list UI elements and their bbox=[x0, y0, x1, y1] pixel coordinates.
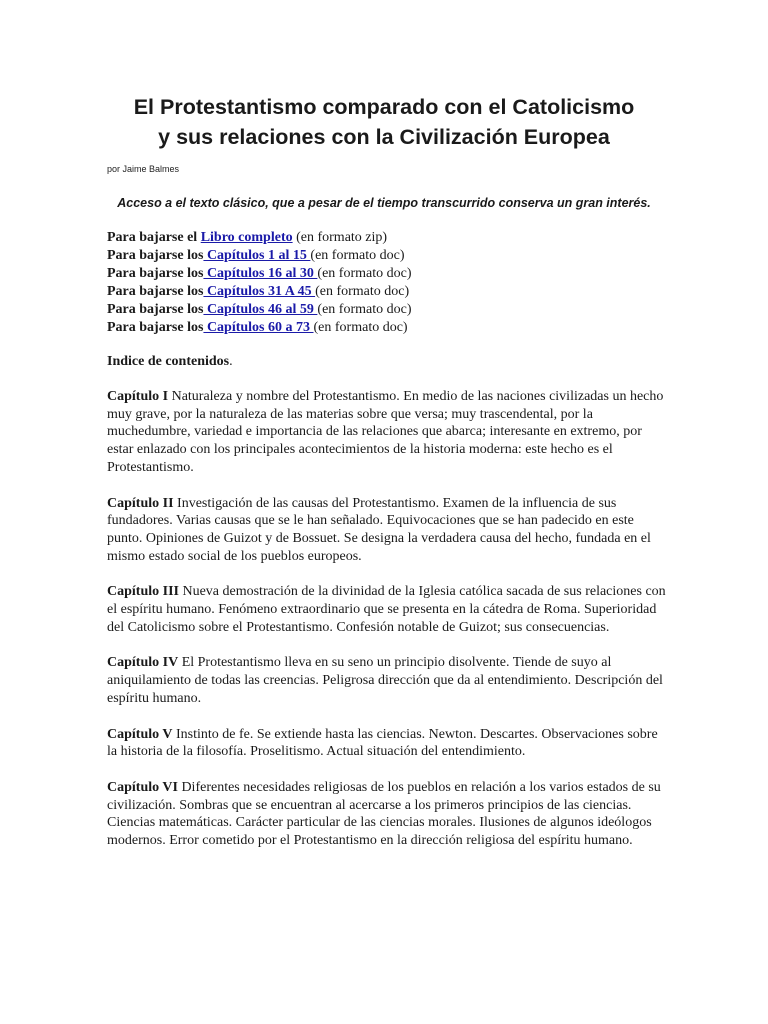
chapter-title: Capítulo VI bbox=[107, 779, 178, 795]
download-item bbox=[107, 283, 411, 301]
download-link-libro-completo[interactable]: Libro completo bbox=[200, 230, 293, 245]
download-item bbox=[107, 265, 411, 283]
index-heading bbox=[107, 354, 233, 370]
download-format: (en formato doc) bbox=[315, 284, 410, 299]
chapter-entry bbox=[107, 726, 667, 761]
download-item bbox=[107, 229, 411, 247]
download-link-capitulos-1-15[interactable]: Capítulos 1 al 15 bbox=[203, 248, 311, 263]
download-prefix: Para bajarse los bbox=[107, 284, 204, 299]
download-format: (en formato doc) bbox=[313, 320, 408, 335]
chapter-entry bbox=[107, 388, 667, 477]
author-line: por Jaime Balmes bbox=[107, 164, 180, 174]
download-link-capitulos-31-45[interactable]: Capítulos 31 A 45 bbox=[203, 284, 316, 299]
chapter-entry bbox=[107, 779, 667, 850]
download-prefix: Para bajarse el bbox=[107, 230, 201, 245]
chapter-summary: Investigación de las causas del Protestantismo. Examen de la influencia de sus fundadores. Varias causas que se le han señalado. Equivocaciones que se han padecido en este punto. Opiniones de Guizot y de Bossuet. Se designa la verdadera causa del hecho, fundada en el mismo estado social de los pueblos europeos. bbox=[107, 495, 651, 564]
chapter-title: Capítulo V bbox=[107, 726, 173, 742]
download-list bbox=[107, 229, 411, 337]
chapter-summary: Instinto de fe. Se extiende hasta las ciencias. Newton. Descartes. Observaciones sobre la historia de la filosofía. Proselitismo. Actual situación del entendimiento. bbox=[107, 726, 658, 760]
index-heading-punct: . bbox=[229, 354, 233, 369]
index-heading-text: Indice de contenidos bbox=[107, 354, 230, 369]
chapter-title: Capítulo II bbox=[107, 495, 174, 511]
chapter-summary: Diferentes necesidades religiosas de los pueblos en relación a los varios estados de su civilización. Sombras que se encuentran al acercarse a los primeros principios de las ciencias. Ciencias matemáticas. Carácter particular de las ciencias morales. Ilusiones de algunos ideólogos modernos. Error cometido por el Protestantismo en la dirección religiosa del espíritu humano. bbox=[107, 779, 661, 849]
download-format: (en formato zip) bbox=[292, 230, 388, 245]
download-item bbox=[107, 319, 411, 337]
download-link-capitulos-16-30[interactable]: Capítulos 16 al 30 bbox=[203, 266, 318, 281]
download-format: (en formato doc) bbox=[317, 266, 412, 281]
download-item bbox=[107, 301, 411, 319]
download-item bbox=[107, 247, 411, 265]
chapter-summary: Naturaleza y nombre del Protestantismo. En medio de las naciones civilizadas un hecho muy grave, por la naturaleza de las materias sobre que versa; muy trascendental, por la muchedumbre, variedad e importancia de las relaciones que abarca; interesante en extremo, por estar enlazado con los principales acontecimientos de la historia moderna: este hecho es el Protestantismo. bbox=[107, 389, 664, 475]
download-link-capitulos-46-59[interactable]: Capítulos 46 al 59 bbox=[203, 302, 318, 317]
document-title bbox=[0, 92, 768, 152]
download-link-capitulos-60-73[interactable]: Capítulos 60 a 73 bbox=[203, 320, 314, 335]
chapter-entry bbox=[107, 654, 667, 707]
title-line-1: El Protestantismo comparado con el Catolicismo bbox=[133, 95, 635, 119]
download-prefix: Para bajarse los bbox=[107, 248, 204, 263]
download-format: (en formato doc) bbox=[317, 302, 412, 317]
chapter-entry bbox=[107, 495, 667, 566]
download-prefix: Para bajarse los bbox=[107, 320, 204, 335]
intro-text: Acceso a el texto clásico, que a pesar de el tiempo transcurrido conserva un gran interés. bbox=[117, 196, 651, 210]
chapter-title: Capítulo IV bbox=[107, 655, 179, 671]
chapter-entry bbox=[107, 583, 667, 636]
chapter-summary: Nueva demostración de la divinidad de la Iglesia católica sacada de sus relaciones con el espíritu humano. Fenómeno extraordinario que se presenta en la cátedra de Roma. Superioridad del Catolicismo sobre el Protestantismo. Confesión notable de Guizot; sus consecuencias. bbox=[107, 584, 666, 635]
download-prefix: Para bajarse los bbox=[107, 302, 204, 317]
chapter-summary: El Protestantismo lleva en su seno un principio disolvente. Tiende de suyo al aniquilamiento de todas las creencias. Peligrosa dirección que da al entendimiento. Descripción del espíritu humano. bbox=[107, 655, 663, 706]
chapter-title: Capítulo III bbox=[107, 584, 179, 600]
chapter-list bbox=[107, 388, 667, 868]
title-line-2: y sus relaciones con la Civilización Europea bbox=[158, 125, 610, 149]
download-format: (en formato doc) bbox=[310, 248, 405, 263]
chapter-title: Capítulo I bbox=[107, 389, 169, 404]
download-prefix: Para bajarse los bbox=[107, 266, 204, 281]
